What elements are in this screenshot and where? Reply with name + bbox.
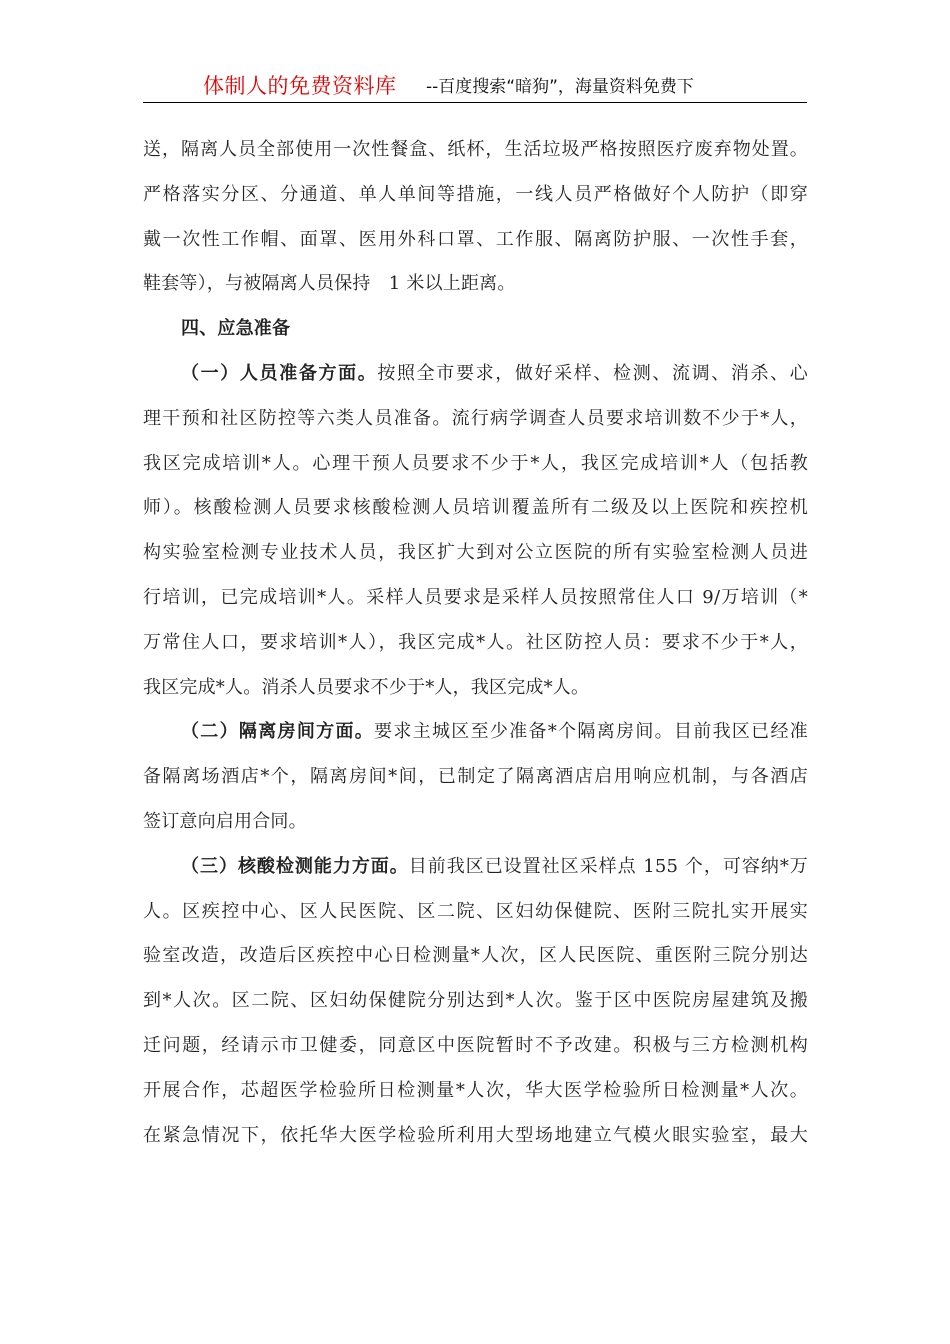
text-line bbox=[143, 352, 808, 397]
document-body bbox=[143, 128, 808, 1158]
paragraph-personnel bbox=[143, 352, 808, 710]
text-line: 到*人次。区二院、区妇幼保健院分别达到*人次。鉴于区中医院房屋建筑及搬 bbox=[143, 990, 808, 1012]
text-line: 构实验室检测专业技术人员，我区扩大到对公立医院的所有实验室检测人员进 bbox=[143, 542, 808, 564]
text-line: 在紧急情况下，依托华大医学检验所利用大型场地建立气模火眼实验室，最大 bbox=[143, 1124, 808, 1146]
text-line: 签订意向启用合同。 bbox=[143, 810, 307, 832]
text-line bbox=[143, 710, 808, 755]
subsection-heading: （一）人员准备方面。 bbox=[181, 362, 378, 384]
text-line: 鞋套等），与被隔离人员保持 1 米以上距离。 bbox=[143, 273, 516, 295]
text-line: 万常住人口，要求培训*人），我区完成*人。社区防控人员：要求不少于*人， bbox=[143, 631, 808, 653]
text-line: 备隔离场酒店*个，隔离房间*间，已制定了隔离酒店启用响应机制，与各酒店 bbox=[143, 766, 808, 788]
text-line: 我区完成*人。消杀人员要求不少于*人，我区完成*人。 bbox=[143, 676, 590, 698]
text-line: 戴一次性工作帽、面罩、医用外科口罩、工作服、隔离防护服、一次性手套， bbox=[143, 228, 808, 250]
paragraph-isolation-measures bbox=[143, 128, 808, 307]
header-brand: 体制人的免费资料库 bbox=[203, 74, 397, 98]
text-line: 严格落实分区、分通道、单人单间等措施，一线人员严格做好个人防护（即穿 bbox=[143, 183, 808, 205]
text-run: 要求主城区至少准备*个隔离房间。目前我区已经准 bbox=[374, 721, 808, 743]
text-line: 验室改造，改造后区疾控中心日检测量*人次，区人民医院、重医附三院分别达 bbox=[143, 945, 808, 967]
text-line: 迁问题，经请示市卫健委，同意区中医院暂时不予改建。积极与三方检测机构 bbox=[143, 1034, 808, 1056]
text-line bbox=[143, 845, 808, 890]
text-line: 行培训，已完成培训*人。采样人员要求是采样人员按照常住人口 9/万培训（* bbox=[143, 586, 808, 608]
text-line: 师）。核酸检测人员要求核酸检测人员培训覆盖所有二级及以上医院和疾控机 bbox=[143, 497, 808, 519]
subsection-heading: （二）隔离房间方面。 bbox=[181, 721, 375, 743]
paragraph-isolation-rooms bbox=[143, 710, 808, 844]
subsection-heading: （三）核酸检测能力方面。 bbox=[181, 855, 409, 877]
text-run: 按照全市要求，做好采样、检测、流调、消杀、心 bbox=[377, 362, 808, 384]
text-line: 开展合作，芯超医学检验所日检测量*人次，华大医学检验所日检测量*人次。 bbox=[143, 1079, 808, 1101]
text-line: 理干预和社区防控等六类人员准备。流行病学调查人员要求培训数不少于*人， bbox=[143, 407, 808, 429]
text-line: 送，隔离人员全部使用一次性餐盒、纸杯，生活垃圾严格按照医疗废弃物处置。 bbox=[143, 139, 808, 160]
page-header bbox=[143, 72, 807, 103]
text-run: 目前我区已设置社区采样点 155 个，可容纳*万 bbox=[408, 855, 808, 877]
section-heading: 四、应急准备 bbox=[181, 318, 291, 340]
header-tagline: --百度搜索“暗狗”，海量资料免费下 bbox=[426, 77, 694, 97]
paragraph-testing-capacity bbox=[143, 845, 808, 1159]
text-line: 我区完成培训*人。心理干预人员要求不少于*人，我区完成培训*人（包括教 bbox=[143, 452, 808, 474]
text-line: 人。区疾控中心、区人民医院、区二院、区妇幼保健院、医附三院扎实开展实 bbox=[143, 900, 808, 922]
